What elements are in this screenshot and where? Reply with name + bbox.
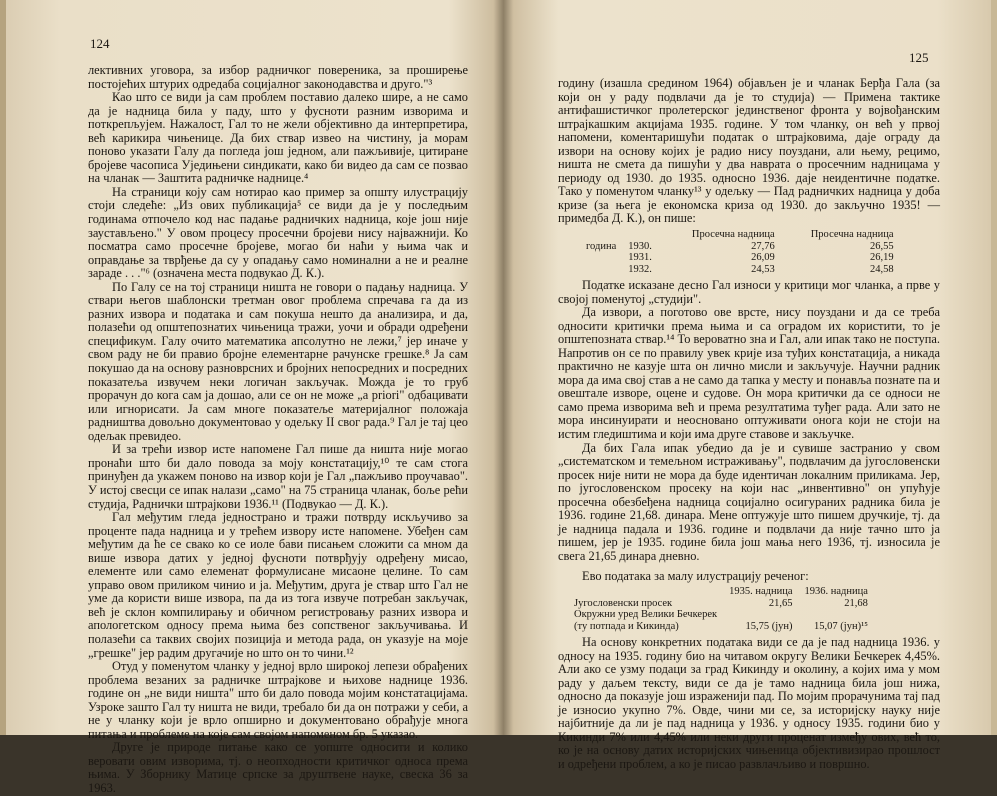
table-cell: (ту потпада и Кикинда) [574,620,679,632]
paragraph: На страници коју сам нотирао као пример за општу илустрацију стоји следеће: „Из ових публикација⁵ се види да је у последњим годинама отпочело код нас падање радничких надница, које још није заустављено." У овом процесу просечни бројеви нису најважнији. Ко посматра само просечне бројеве, могао би наћи у њима чак и оправдање за тврђење да су у опадању само номинални а не и реалне зараде . . ."⁶ (означена места подвукао Д. К.). [88,184,468,281]
table-header: Просечна надница [691,229,775,241]
table-cell: 15,07 (јун)¹⁵ [814,620,868,632]
paragraph: Друге је природе питање како се уопште односити и колико веровати овим изворима, тј. о неопходности критичког односа према њима. У Зборнику Матице српске за друштвене науке, свеска 36 за 1963. [88,740,468,795]
left-text-column [88,64,468,796]
table-row [568,609,874,621]
table-cell: 1930. [628,240,652,252]
right-text-column [558,77,940,772]
table-row [580,264,900,276]
table-row [580,241,900,253]
page-number: 124 [90,36,110,51]
table-cell: 21,65 [768,597,793,609]
table-header: Просечна надница [810,229,894,241]
paragraph: Ево података за малу илустрацију реченог: [582,568,809,583]
table-cell: 26,09 [751,252,775,264]
table-cell [799,609,874,621]
paragraph: Да бих Гала ипак убедио да је и сувише застранио у свом „систематском и темељном истраживању", подвлачим да југословенски просек није нити не мора да буде идентичан локалним приликама. Јер, по југословенском просеку на који нас „инвентивно" он упућује просечна обезбеђена надница социјално осигураних радника била је 1936. године 21,68. динара. Мене оптужује што пишем дручкије, тј. да је надница падала и 1936. године и подвлачи да није тачно што ја пишем, јер је 1935. године била још мања него 1936, тј. износила је свега 21,65 динара дневно. [558,440,940,563]
table-cell: 1932. [628,263,652,275]
paragraph: И за трећи извор исте напомене Гал пише да ништа није могао пронаћи што би дало повода за моју констатацију,¹⁰ те сам стога принуђен да укажем поново на извор који је Гал „пажљиво проучавао". У истој свесци се ипак налази „само" на 75 страница чланак, боље рећи студија, Раднички штрајкови 1936.¹¹ (Подвукао — Д. К.). [88,442,468,511]
table-cell: 26,19 [869,252,894,264]
wage-comparison-table [580,229,900,275]
row-label: година [586,240,617,252]
table-header: 1936. надница [804,586,868,598]
table-cell: 24,58 [869,263,894,275]
right-page [501,0,997,771]
paragraph: Отуд у поменутом чланку у једној врло широкој лепези обрађених проблема везаних за радничке штрајкове и њихове наднице 1936. године он „не види ништа" што би дало повода мојим констатацијама. Узроке зашто Гал ту ништа не види, требало би да он потражи у себи, а не у чланку који је врло опширно и документовано обрађује многа питања и проблеме на које сам својом напоменом бр. 5 указао. [88,659,468,741]
table-row [568,621,874,633]
table-cell: 27,76 [751,240,775,252]
page-number: 125 [909,50,929,65]
table-header: 1935. надница [729,586,793,598]
paragraph: Гал међутим гледа једнострано и тражи потврду искључиво за проценте пада надница и у трећем извору исте напомене. Убеђен сам међутим да ће се свако ко се иоле бави писањем сложити са мном да више извора датих у једној фусноти потврђују одређену мисао, елементе или само елеменат формулисане мисаоне целине. То сам управо овом приликом чинио и ја. Међутим, друга је ствар што Гал не уме да користи више извора, па да из тога извуче потребан закључак, већ је склон компилирању и обичном регистровању разних извора и апологетском односу према њима без сопственог закључивања. И полазећи са таквих својих позиција и метода рада, он указује на моје „грешке" јер радим другачије но што он то чини.¹² [88,510,468,660]
paragraph: Податке исказане десно Гал износи у критици мог чланка, а прве у својој поменутој „студији". [558,278,940,306]
paragraph: лективних уговора, за избор радничког повереника, за проширење постојећих штурих одредаба социјалног законодавства и друго."³ [88,63,468,91]
wage-illustration-table [568,586,874,632]
table-cell: 24,53 [751,263,775,275]
paragraph: Да извори, а поготово ове врсте, нису поуздани и да се треба односити критички према њима и са оградом их користити, то је општепозната ствар.¹⁴ То вероватно зна и Гал, али ипак тако не поступа. Напротив он се по правилу увек крије иза туђих констатација, а никада практично не казује шта он лично мисли и закључује. Научни радник мора да има свој став а не само да тапка у месту и понавља познате па и овештале изворе, оцене и судове. Он мора критички да се односи не само према изворима већ и према резултатима туђег рада. Али зато не мора инсинуирати и неосновано оптуживати онога који не стоји на истим гледиштима и који има друге ставове и закључке. [558,305,940,442]
table-row [568,598,874,610]
table-cell: 1931. [628,252,652,264]
paragraph: На основу конкретних података види се да је пад надница 1936. у односу на 1935. годину био на читавом округу Велики Бечкерек 4,45%. Али ако се узму подаци за град Кикинду и околину, а којих има у мом раду у даљем тексту, види се да је тамо надница била још нижа, односно да показује још израженији пад. По мојим прорачунима тај пад је износио укупно 7%. Овде, чини ми се, за историјску науку није најбитније да ли је пад надница у 1936. у односу 1935. години био у Кикинди 7% или 4,45% или неки други проценат између ових, већ то, ко је на основу датих историјских чињеница објективизирао прошлост и одређени проблем, а ко је писао развлачљиво и површно. [558,635,940,771]
paragraph: Као што се види ја сам проблем поставио далеко шире, а не само да је надница била у паду, што у фусноти разним изворима и поткрепљујем. Нажалост, Гал то не жели објективно да интерпретира, већ карикира чињенице. Да бих ствар извео на чистину, ја морам поново указати Галу да погледа још једном, али пажљивије, цитиране бројеве часописа Уједињени синдикати, како би видео да сам се позвао на чланак — Заштита радничке наднице.⁴ [88,90,468,186]
table-cell: 21,68 [844,597,868,609]
paragraph: годину (изашла средином 1964) објављен је и чланак Берђа Гала (за који он у раду подвлачи да је то студија) — Примена тактике антифашистичког пролетерског јединственог фронта у војвођанским штрајкашким акцијама 1935. године. У том чланку, он већ у првој напомени, коментаришући податак о штрајковима, даје ограду да извори на основу којих је радио нису поуздани, али њему, рецимо, ништа не смета да пишући у два наврата о просечним надницама у периоду од 1930. до 1935. односно 1936. даје неидентичне податке. Тако у поменутом чланку¹³ у одељку — Пад радничких надница у доба кризе (за њега је економска криза од 1930. до закључно 1935! — примедба Д. К.), он пише: [558,76,940,226]
table-cell: 15,75 (јун) [745,620,793,632]
paragraph: По Галу се на тој страници ништа не говори о падању надница. У ствари његов шаблонски третман овог проблема спречава га да из разних извора и података и сам покуша нешто да анализира, и да, полазећи од општепознатих чињеница тражи, уочи и обради одређени спецификум. Галу очито математика апсолутно не лежи,⁷ јер иначе у свом раду не би правио бројне елементарне рачунске грешке.⁸ Ја сам покушао да на основу разноврсних и бројних непосредних и посредних показатеља извучем неки логичан закључак. Можда је то груб прорачун до кога сам ја дошао, али се он не може „a priori" одбацивати или игнорисати. Ја сам многе показатеље материјалног положаја радништва довољно документовао у одељку II свог рада.⁹ Гал је тај цео одељак превидео. [88,279,468,443]
table-row [580,252,900,264]
table-cell: 26,55 [869,240,894,252]
table-cell [723,609,798,621]
table-cell: Југословенски просек [574,597,673,609]
table-cell: Окружни уред Велики Бечкерек [574,609,718,621]
